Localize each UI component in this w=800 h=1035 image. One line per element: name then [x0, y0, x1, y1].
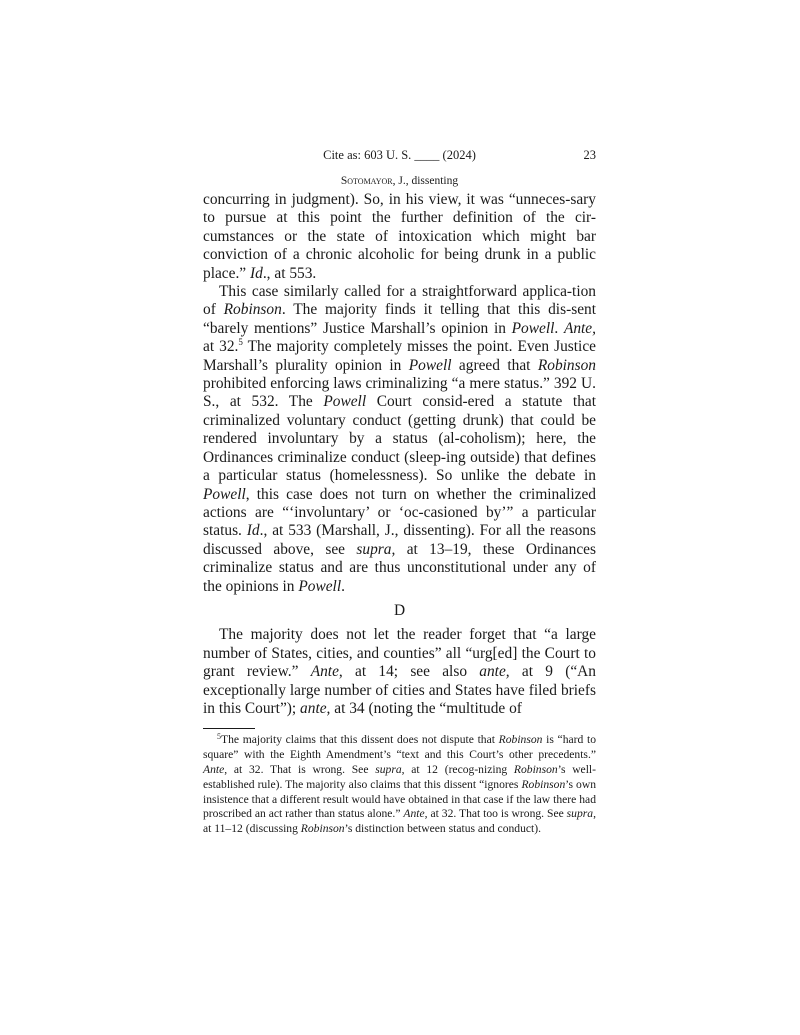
running-head-suffix: , J., dissenting	[392, 175, 459, 187]
text-run-italic: supra	[375, 762, 402, 776]
text-run: ’s distinction between status and conduct).	[344, 822, 542, 836]
text-run-italic: ante,	[300, 699, 331, 717]
text-run: prohibited enforcing laws criminalizing “a mere status.” 392 U. S., at 532. The	[203, 375, 596, 411]
text-run: agreed that	[451, 356, 538, 374]
text-run-italic: Ante	[310, 663, 339, 681]
text-run-italic: Powell	[511, 319, 555, 337]
text-run-italic: Powell	[323, 393, 367, 411]
text-run: concurring in judgment). So, in his view, it was “unneces-sary to pursue at this point the further definition of the cir-cumstances or the state of intoxication which might bar conviction of a chronic alcoholic for being drunk in a public place.”	[203, 191, 596, 282]
text-run: ’s own insistence that a different result would have obtained in that case if the law there had proscribed an act rather than status alone.”	[203, 777, 596, 821]
text-run-italic: supra	[566, 807, 594, 821]
text-run: The majority claims that this dissent does not dispute that	[221, 733, 499, 747]
text-run: This case similarly called for a straightforward applica-tion of	[203, 283, 596, 319]
running-head	[203, 175, 596, 187]
text-run: , at 11–12 (discussing	[203, 807, 596, 836]
text-run: at 34 (noting the “multitude of	[330, 699, 522, 717]
text-run-italic: Powell	[298, 577, 342, 595]
text-run-italic: supra,	[356, 540, 396, 558]
text-run-italic: Robinson	[223, 301, 282, 319]
footnote-5	[203, 733, 596, 837]
text-run-italic: Powell	[408, 356, 452, 374]
page-header	[203, 148, 596, 168]
page-number: 23	[583, 148, 596, 162]
text-run: Court consid-ered a statute that criminalized voluntary conduct (getting drunk) that could be rendered involuntary by a status (al-coholism); here, the Ordinances criminalize conduct (sleep-ing outside) that defines a particular status (homelessness). So unlike the debate in	[203, 393, 597, 485]
text-run-italic: Id	[246, 522, 260, 540]
paragraph-robinson	[203, 283, 596, 596]
text-run-italic: Ante,	[403, 807, 428, 821]
text-run-italic: Id	[250, 264, 263, 282]
section-heading: D	[393, 601, 406, 619]
citation-header: Cite as: 603 U. S. ____ (2024)	[323, 148, 476, 162]
running-head-author: Sotomayor	[340, 175, 393, 187]
text-run: The majority does not let the reader forget that “a large number of States, cities, and counties” all “urg[ed] the Court to grant review.”	[203, 626, 596, 681]
footnote-divider	[203, 728, 255, 729]
paragraph-majority	[203, 626, 596, 718]
text-run: , this case does not turn on whether the criminalized actions are “‘involuntary’ or ‘oc-casioned by’” a particular status.	[203, 485, 596, 540]
text-run: at 13–19, these Ordinances criminalize status and are thus unconstitutional under any of the opinions in	[203, 540, 596, 595]
text-run: ., at 533 (Marshall, J., dissenting). For all the reasons discussed above, see	[203, 522, 596, 558]
text-run: at 32. That too is wrong. See	[427, 807, 567, 821]
footnote-reference[interactable]: 5	[238, 337, 243, 348]
text-run: , at 12 (recog-nizing	[401, 762, 514, 776]
text-run-italic: Powell	[203, 485, 246, 503]
footnote-number: 5	[217, 732, 221, 742]
text-run-italic: Robinson	[521, 777, 566, 791]
opinion-body	[203, 191, 596, 718]
text-run: .	[554, 319, 564, 337]
text-run: ’s well-established rule). The majority also claims that this dissent “ignores	[203, 762, 597, 791]
text-run: ., at 553.	[262, 264, 317, 282]
text-run-italic: Ante	[203, 762, 225, 776]
text-run: is “hard to square” with the Eighth Amendment’s “text and this Court’s other precedents.”	[203, 733, 596, 762]
text-run: .	[341, 577, 345, 595]
text-run: at 32.	[203, 338, 239, 356]
text-run-italic: Ante,	[563, 319, 596, 337]
text-run: , at 32. That is wrong. See	[224, 762, 376, 776]
text-run-italic: Robinson	[300, 822, 345, 836]
text-run-italic: Robinson	[498, 733, 543, 747]
text-run-italic: Robinson	[537, 356, 596, 374]
text-run: at 9 (“An exceptionally large number of cities and States have filed briefs in this Court”);	[203, 663, 596, 717]
text-run: . The majority finds it telling that this dis-sent “barely mentions” Justice Marshall’s opinion in	[203, 301, 596, 337]
paragraph-continuation	[203, 191, 596, 283]
text-run: The majority completely misses the point. Even Justice Marshall’s plurality opinion in	[203, 338, 596, 374]
text-run-italic: Robinson	[513, 762, 558, 776]
text-run: , at 14; see also	[338, 663, 480, 681]
text-run-italic: ante,	[479, 663, 510, 681]
page-content	[203, 148, 596, 837]
